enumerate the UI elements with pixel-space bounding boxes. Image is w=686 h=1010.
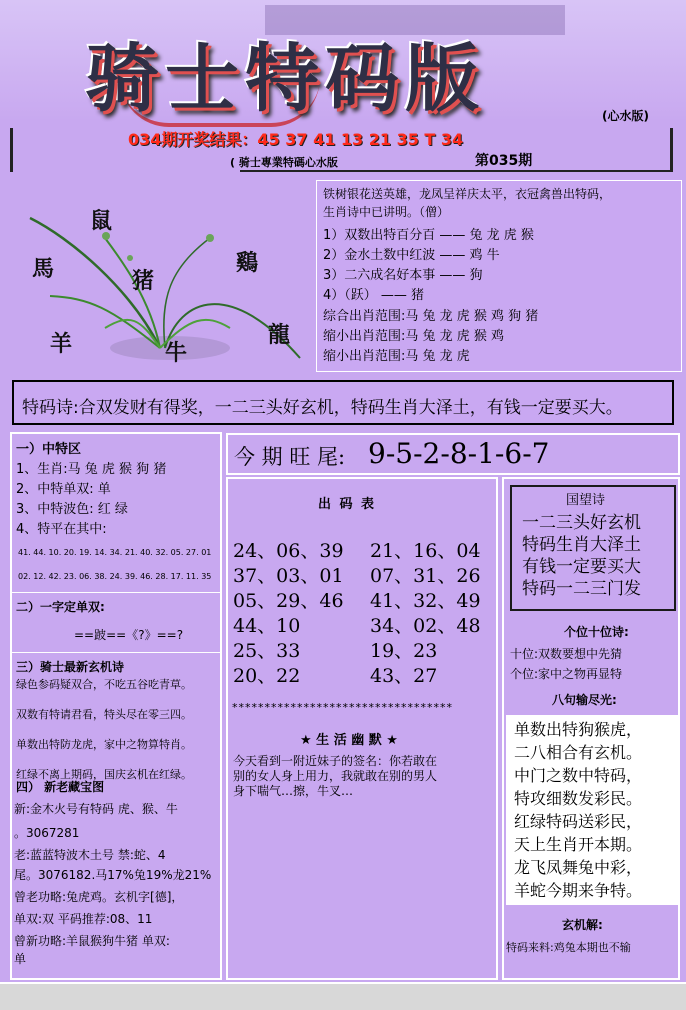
- chuma-cell: 43、27: [370, 665, 438, 687]
- chuma-cell: 21、16、04: [370, 540, 481, 562]
- humor-line: 身下喘气…擦，牛叉…: [233, 784, 354, 798]
- treasure-line: 老:蓝蓝特波木土号 禁:蛇、4: [14, 848, 166, 862]
- treasure-line: 单: [14, 952, 27, 966]
- zodiac-rooster: 鷄: [236, 250, 259, 276]
- chuma-cell: 44、10: [233, 615, 301, 637]
- treasure-line: 曾老功略:兔虎鸡。玄机字[德]，: [14, 890, 184, 904]
- eight-line: 羊蛇今期来争特。: [514, 881, 643, 900]
- poem-line: 缩小出肖范围:马 兔 龙 虎 猴 鸡: [323, 329, 505, 344]
- eight-line: 单数出特狗猴虎，: [514, 720, 643, 739]
- hot-tail-label: 今 期 旺 尾:: [234, 445, 346, 469]
- xuanji-line: 红绿不离上期码，国庆玄机在红绿。: [16, 768, 192, 781]
- poem-line: 缩小出肖范围:马 兔 龙 虎: [323, 349, 470, 364]
- treasure-line: 新:金木火号有特码 虎、猴、牛: [14, 802, 178, 816]
- hot-tail-value: 9-5-2-8-1-6-7: [368, 437, 550, 470]
- draw-result: 034期开奖结果：45 37 41 13 21 35 T 34: [128, 130, 464, 149]
- odd-even: 2、中特单双: 单: [16, 482, 111, 497]
- chuma-cell: 37、03、01: [233, 565, 344, 587]
- eight-title: 八句输尽光:: [552, 693, 617, 707]
- tema-poem: 特码诗:合双发财有得奖，一二三头好玄机，特码生肖大泽土，有钱一定要买大。: [22, 398, 623, 418]
- xuanji-line: 单数出特防龙虎，家中之物算特肖。: [16, 738, 192, 751]
- chuma-cell: 41、32、49: [370, 590, 481, 612]
- section-heading: 二）一字定单双:: [16, 600, 105, 614]
- edition-label: (心水版): [602, 109, 649, 123]
- chuma-title: 出 码 表: [318, 497, 377, 512]
- chuma-cell: 25、33: [233, 640, 301, 662]
- divider: [12, 592, 220, 593]
- zodiac-rat: 鼠: [90, 208, 113, 234]
- poem-line: 综合出肖范围:马 兔 龙 虎 猴 鸡 狗 猪: [323, 309, 539, 324]
- section-heading: 四） 新老藏宝图: [16, 780, 105, 794]
- poem-line: 生肖诗中已讲明。（僧）: [323, 205, 450, 219]
- eight-line: 二八相合有玄机。: [514, 743, 643, 762]
- zodiac-pig: 猪: [132, 268, 155, 294]
- eight-line: 红绿特码送彩民，: [514, 812, 643, 831]
- chuma-cell: 19、23: [370, 640, 438, 662]
- xuanji-text: 特码来料:鸡兔本期也不输: [506, 941, 631, 954]
- result-bar-bottom-rule: [240, 170, 673, 172]
- eight-line: 龙飞凤舞兔中彩，: [514, 858, 643, 877]
- eight-line: 特攻细数发彩民。: [514, 789, 643, 808]
- xuanji-line: 双数有特请君看，特头尽在零三四。: [16, 708, 192, 721]
- poem-line: 4）（跃） —— 猪: [323, 288, 425, 303]
- bottom-bar: [0, 982, 686, 1010]
- chuma-cell: 24、06、39: [233, 540, 344, 562]
- digit-line: 个位:家中之物再显特: [510, 667, 623, 681]
- treasure-line: 单双:双 平码推荐:08、11: [14, 912, 153, 926]
- hot-tail-box: [226, 433, 680, 475]
- page-title: 骑士特码版: [85, 36, 485, 122]
- number-row: 02. 12. 42. 23. 06. 38. 24. 39. 46. 28. 17. 11. 35: [18, 572, 212, 581]
- poem-line: 2）金水土数中红波 —— 鸡 牛: [323, 248, 500, 263]
- zodiac-ox: 牛: [165, 340, 188, 366]
- zodiac-dragon: 龍: [268, 322, 291, 348]
- subtitle: ( 骑士專業特碼心水版: [230, 156, 338, 169]
- digit-title: 个位十位诗:: [564, 625, 629, 639]
- poem-line: 3）二六成名好本事 —— 狗: [323, 268, 483, 283]
- eight-line: 天上生肖开本期。: [514, 835, 643, 854]
- poem-line: 铁树银花送英雄，龙凤呈祥庆太平，衣冠禽兽出特码，: [323, 187, 612, 201]
- humor-title: ★ 生 活 幽 默 ★: [300, 733, 398, 748]
- zodiac-poem-box: [316, 180, 682, 372]
- humor-line: 今天看到一附近妹子的签名：你若敢在: [233, 754, 438, 768]
- guowang-title: 国望诗: [566, 493, 606, 508]
- xuanji-line: 绿色参码疑双合，不吃五谷吃青草。: [16, 678, 192, 691]
- xuanji-title: 玄机解:: [562, 918, 603, 932]
- chuma-table: [226, 477, 498, 980]
- treasure-line: 曾新功略:羊鼠猴狗牛猪 单双:: [14, 934, 170, 948]
- digit-line: 十位:双数要想中先猜: [510, 647, 623, 661]
- result-bar-right-rule: [670, 128, 673, 172]
- chuma-cell: 20、22: [233, 665, 301, 687]
- divider: [12, 652, 220, 653]
- left-column: [10, 432, 222, 980]
- zodiac-horse: 馬: [32, 256, 55, 282]
- section-heading: 一）中特区: [16, 442, 82, 457]
- zodiac-goat: 羊: [50, 331, 73, 357]
- zodiac-list: 1、生肖:马 兔 虎 猴 狗 猪: [16, 462, 167, 477]
- treasure-line: 尾。3076182.马17%兔19%龙21%: [14, 868, 212, 882]
- numbers-heading: 4、特平在其中:: [16, 522, 107, 537]
- wave-color: 3、中特波色: 红 绿: [16, 502, 128, 517]
- guowang-line: 特码一二三门发: [522, 579, 641, 599]
- eight-line: 中门之数中特码，: [514, 766, 643, 785]
- humor-line: 别的女人身上用力，我就敢在别的男人: [233, 769, 438, 783]
- stars-divider: **********************************: [232, 701, 453, 714]
- poem-line: 1）双数出特百分百 —— 兔 龙 虎 猴: [323, 228, 534, 243]
- right-column: [502, 477, 680, 980]
- chuma-cell: 05、29、46: [233, 590, 344, 612]
- guowang-line: 特码生肖大泽土: [522, 535, 641, 555]
- chuma-cell: 07、31、26: [370, 565, 481, 587]
- issue-number: 第035期: [475, 153, 533, 169]
- chuma-cell: 34、02、48: [370, 615, 481, 637]
- result-bar-left-rule: [10, 128, 13, 172]
- single-digit: ==跛==《?》==?: [74, 628, 184, 642]
- guowang-line: 有钱一定要买大: [522, 557, 641, 577]
- number-row: 41. 44. 10. 20. 19. 14. 34. 21. 40. 32. 05. 27. 01: [18, 548, 212, 557]
- section-heading: 三）骑士最新玄机诗: [16, 660, 125, 674]
- treasure-line: 。3067281: [14, 826, 80, 840]
- guowang-line: 一二三头好玄机: [522, 513, 641, 533]
